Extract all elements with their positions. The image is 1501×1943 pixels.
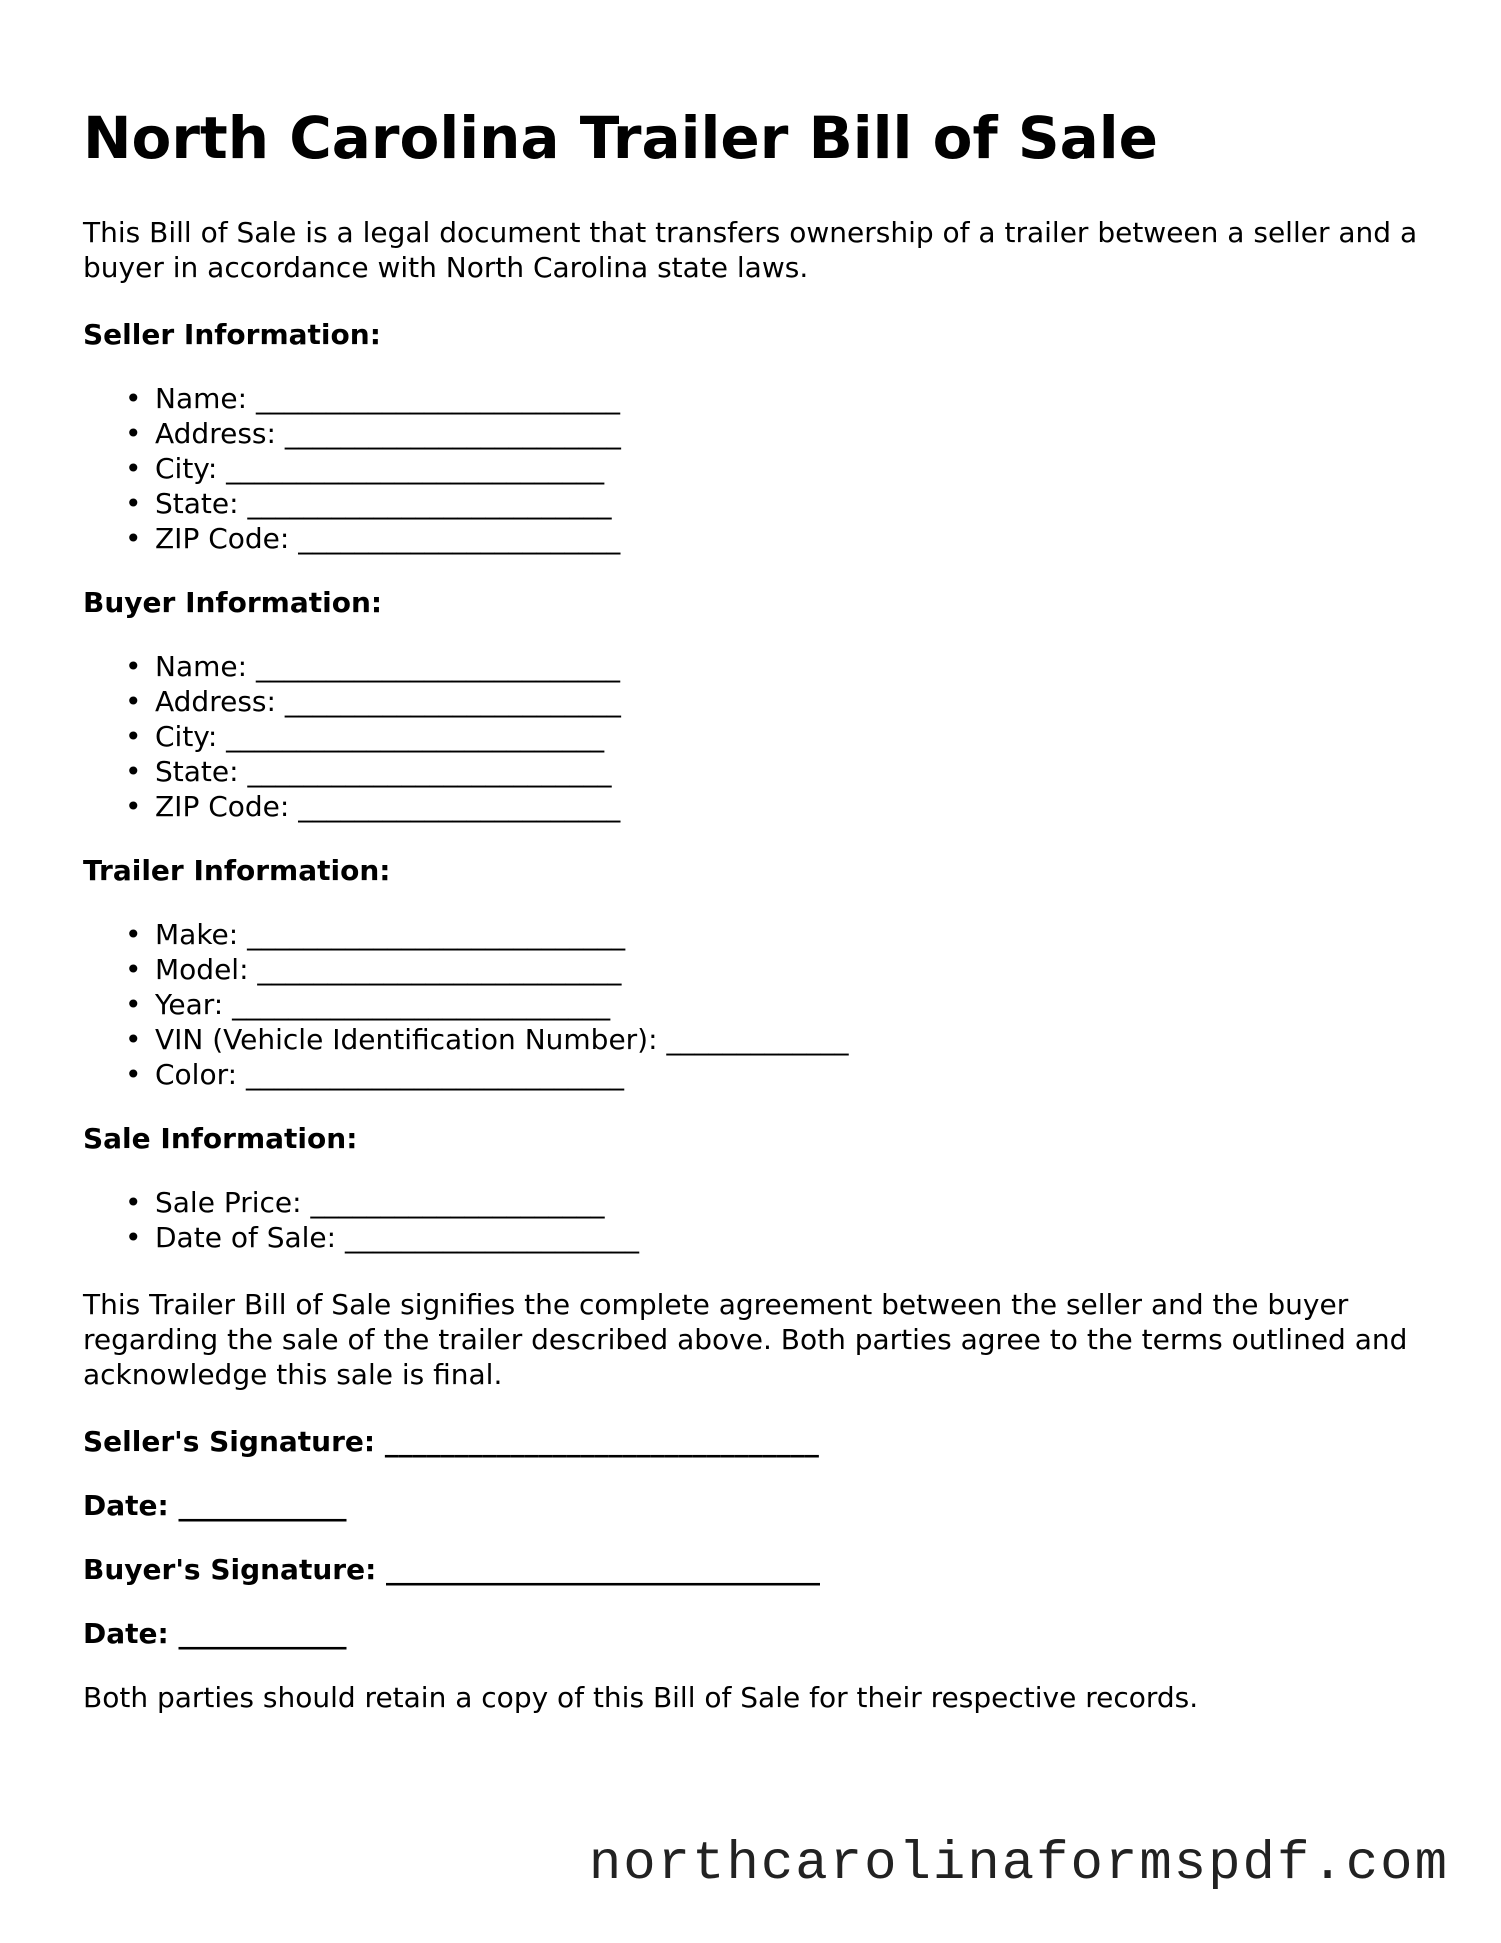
bullet-icon: • (125, 918, 142, 951)
bullet-icon: • (125, 382, 142, 415)
bullet-icon: • (125, 1221, 142, 1254)
closing-paragraph: Both parties should retain a copy of this Bill of Sale for their respective records. (83, 1681, 1199, 1714)
date-of-sale-field[interactable]: • Date of Sale: _____________________ (125, 1221, 639, 1254)
bullet-icon: • (125, 988, 142, 1021)
bullet-icon: • (125, 1186, 142, 1219)
buyer-information-list (83, 649, 621, 824)
site-watermark: northcarolinaformspdf.com (588, 1834, 1449, 1895)
buyer-signature-field[interactable]: Buyer's Signature: _______________________________ (83, 1553, 821, 1586)
bullet-icon: • (125, 720, 142, 753)
agreement-paragraph: This Trailer Bill of Sale signifies the complete agreement between the seller and the buyer regarding the sale of the trailer described above. Both parties agree to the terms outlined and acknowledge this sale is final. (83, 1288, 1408, 1391)
bullet-icon: • (125, 953, 142, 986)
bullet-icon: • (125, 755, 142, 788)
buyer-address-field[interactable]: • Address: ________________________ (125, 685, 621, 718)
bullet-icon: • (125, 452, 142, 485)
bullet-icon: • (125, 1023, 142, 1056)
intro-paragraph: This Bill of Sale is a legal document that transfers ownership of a trailer between a seller and a buyer in accordance with North Carolina state laws. (83, 216, 1418, 284)
sale-information-heading: Sale Information: (83, 1122, 358, 1155)
seller-city-field[interactable]: • City: ___________________________ (125, 452, 605, 485)
buyer-name-field[interactable]: • Name: __________________________ (125, 650, 620, 683)
buyer-zip-field[interactable]: • ZIP Code: _______________________ (125, 790, 621, 823)
seller-state-field[interactable]: • State: __________________________ (125, 487, 612, 520)
buyer-date-field[interactable]: Date: ____________ (83, 1617, 347, 1650)
seller-name-field[interactable]: • Name: __________________________ (125, 382, 620, 415)
trailer-color-field[interactable]: • Color: ___________________________ (125, 1058, 624, 1091)
bullet-icon: • (125, 522, 142, 555)
bullet-icon: • (125, 685, 142, 718)
trailer-vin-field[interactable]: • VIN (Vehicle Identification Number): _____________ (125, 1023, 849, 1056)
seller-signature-field[interactable]: Seller's Signature: _______________________________ (83, 1425, 819, 1458)
trailer-information-list (83, 917, 848, 1092)
seller-information-heading: Seller Information: (83, 318, 381, 351)
trailer-year-field[interactable]: • Year: ___________________________ (125, 988, 611, 1021)
bullet-icon: • (125, 417, 142, 450)
document-title: North Carolina Trailer Bill of Sale (83, 104, 1159, 172)
seller-zip-field[interactable]: • ZIP Code: _______________________ (125, 522, 621, 555)
sale-information-list (83, 1185, 639, 1255)
trailer-information-heading: Trailer Information: (83, 854, 391, 887)
bullet-icon: • (125, 650, 142, 683)
trailer-model-field[interactable]: • Model: __________________________ (125, 953, 622, 986)
bullet-icon: • (125, 1058, 142, 1091)
seller-address-field[interactable]: • Address: ________________________ (125, 417, 621, 450)
sale-price-field[interactable]: • Sale Price: _____________________ (125, 1186, 605, 1219)
trailer-make-field[interactable]: • Make: ___________________________ (125, 918, 626, 951)
seller-date-field[interactable]: Date: ____________ (83, 1489, 347, 1522)
buyer-information-heading: Buyer Information: (83, 586, 383, 619)
seller-information-list (83, 381, 621, 556)
buyer-city-field[interactable]: • City: ___________________________ (125, 720, 605, 753)
bullet-icon: • (125, 487, 142, 520)
buyer-state-field[interactable]: • State: __________________________ (125, 755, 612, 788)
bullet-icon: • (125, 790, 142, 823)
